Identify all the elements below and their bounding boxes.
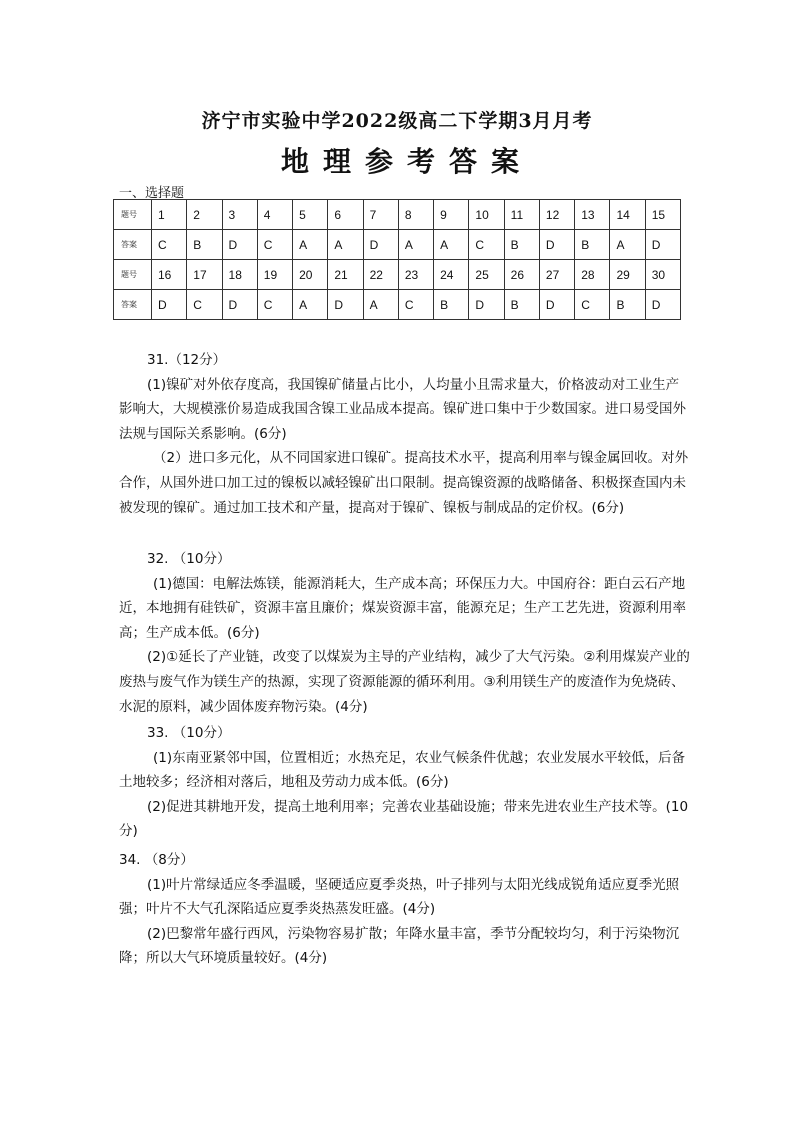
question-31-answer-2: （2）进口多元化，从不同国家进口镍矿。提高技术水平，提高利用率与镍金属回收。对外合作，从国外进口加工过的镍板以减轻镍矿出口限制。提高镍资源的战略储备、积极探查国内未被发现的镍矿。通过加工技术和产量，提高对于镍矿、镍板与制成品的定价权。(6分) xyxy=(119,450,689,516)
question-32-block xyxy=(119,547,691,719)
question-number-cell: 25 xyxy=(469,260,504,290)
question-31-heading: 31.（12分） xyxy=(147,352,227,368)
table-row-question-numbers-2 xyxy=(114,260,681,290)
answer-cell: B xyxy=(504,230,539,260)
answer-cell: D xyxy=(222,230,257,260)
row-label-answer: 答案 xyxy=(114,230,152,260)
question-number-cell: 2 xyxy=(187,200,222,230)
answer-cell: D xyxy=(469,290,504,320)
question-33-block xyxy=(119,721,691,844)
answer-cell: D xyxy=(222,290,257,320)
exam-title: 济宁市实验中学2022级高二下学期3月月考 xyxy=(201,110,593,132)
question-number-cell: 20 xyxy=(293,260,328,290)
answer-cell: C xyxy=(257,230,292,260)
answer-cell: D xyxy=(645,290,680,320)
question-31-block xyxy=(119,348,691,520)
question-number-cell: 16 xyxy=(152,260,187,290)
section-label-multiple-choice: 一、选择题 xyxy=(119,186,185,201)
question-number-cell: 3 xyxy=(222,200,257,230)
table-row-answers-1 xyxy=(114,230,681,260)
question-number-cell: 29 xyxy=(610,260,645,290)
question-32-answer-1: (1)德国：电解法炼镁，能源消耗大，生产成本高；环保压力大。中国府谷：距白云石产地近，本地拥有硅铁矿，资源丰富且廉价；煤炭资源丰富，能源充足；生产工艺先进，资源利用率高；生产成本低。(6分) xyxy=(119,575,686,641)
answer-cell: A xyxy=(293,290,328,320)
answer-cell: B xyxy=(504,290,539,320)
question-number-cell: 28 xyxy=(575,260,610,290)
question-32-heading: 32. （10分） xyxy=(147,551,231,567)
answer-cell: A xyxy=(434,230,469,260)
question-34-block xyxy=(119,848,691,971)
question-number-cell: 4 xyxy=(257,200,292,230)
answer-cell: D xyxy=(328,290,363,320)
question-number-cell: 26 xyxy=(504,260,539,290)
question-number-cell: 9 xyxy=(434,200,469,230)
answer-cell: C xyxy=(152,230,187,260)
answer-cell: A xyxy=(328,230,363,260)
question-number-cell: 10 xyxy=(469,200,504,230)
answer-cell: C xyxy=(257,290,292,320)
answer-cell: A xyxy=(293,230,328,260)
question-number-cell: 22 xyxy=(363,260,398,290)
question-number-cell: 12 xyxy=(539,200,574,230)
question-31-answer-1: (1)镍矿对外依存度高，我国镍矿储量占比小，人均量小且需求量大，价格波动对工业生产影响大，大规模涨价易造成我国含镍工业品成本提高。镍矿进口集中于少数国家。进口易受国外法规与国际关系影响。(6分) xyxy=(119,376,686,442)
question-number-cell: 1 xyxy=(152,200,187,230)
question-number-cell: 17 xyxy=(187,260,222,290)
row-label-question: 题号 xyxy=(114,200,152,230)
answer-cell: A xyxy=(398,230,433,260)
question-number-cell: 23 xyxy=(398,260,433,290)
question-number-cell: 14 xyxy=(610,200,645,230)
answer-cell: D xyxy=(539,290,574,320)
answer-table xyxy=(113,199,681,320)
question-34-answer-1: (1)叶片常绿适应冬季温暖，坚硬适应夏季炎热，叶子排列与太阳光线成锐角适应夏季光照强；叶片不大气孔深陷适应夏季炎热蒸发旺盛。(4分) xyxy=(119,876,680,918)
question-number-cell: 13 xyxy=(575,200,610,230)
answer-cell: B xyxy=(610,290,645,320)
row-label-answer: 答案 xyxy=(114,290,152,320)
answer-cell: C xyxy=(469,230,504,260)
question-number-cell: 15 xyxy=(645,200,680,230)
question-number-cell: 18 xyxy=(222,260,257,290)
answer-cell: B xyxy=(434,290,469,320)
question-number-cell: 8 xyxy=(398,200,433,230)
question-number-cell: 7 xyxy=(363,200,398,230)
answer-cell: C xyxy=(187,290,222,320)
question-34-heading: 34. （8分） xyxy=(119,852,194,868)
answer-cell: A xyxy=(610,230,645,260)
answer-cell: A xyxy=(363,290,398,320)
answer-cell: C xyxy=(575,290,610,320)
question-33-heading: 33. （10分） xyxy=(147,725,231,741)
answer-cell: C xyxy=(398,290,433,320)
question-number-cell: 24 xyxy=(434,260,469,290)
question-number-cell: 11 xyxy=(504,200,539,230)
question-number-cell: 5 xyxy=(293,200,328,230)
question-34-answer-2: (2)巴黎常年盛行西风，污染物容易扩散；年降水量丰富，季节分配较均匀，利于污染物沉降；所以大气环境质量较好。(4分) xyxy=(119,925,680,967)
answer-cell: B xyxy=(187,230,222,260)
answer-cell: D xyxy=(152,290,187,320)
table-row-question-numbers-1 xyxy=(114,200,681,230)
question-33-answer-2: (2)促进其耕地开发，提高土地利用率；完善农业基础设施；带来先进农业生产技术等。(10分) xyxy=(119,798,689,840)
question-32-answer-2: (2)①延长了产业链，改变了以煤炭为主导的产业结构，减少了大气污染。②利用煤炭产业的废热与废气作为镁生产的热源，实现了资源能源的循环利用。③利用镁生产的废渣作为免烧砖、水泥的原料，减少固体废弃物污染。(4分) xyxy=(119,649,690,715)
answer-cell: B xyxy=(575,230,610,260)
answer-key-title: 地理参考答案 xyxy=(280,145,533,178)
question-33-answer-1: (1)东南亚紧邻中国，位置相近；水热充足，农业气候条件优越；农业发展水平较低，后备土地较多；经济相对落后，地租及劳动力成本低。(6分) xyxy=(119,749,686,791)
row-label-question: 题号 xyxy=(114,260,152,290)
answer-cell: D xyxy=(539,230,574,260)
answer-cell: D xyxy=(645,230,680,260)
question-number-cell: 19 xyxy=(257,260,292,290)
answer-cell: D xyxy=(363,230,398,260)
question-number-cell: 30 xyxy=(645,260,680,290)
question-number-cell: 27 xyxy=(539,260,574,290)
question-number-cell: 21 xyxy=(328,260,363,290)
table-row-answers-2 xyxy=(114,290,681,320)
question-number-cell: 6 xyxy=(328,200,363,230)
